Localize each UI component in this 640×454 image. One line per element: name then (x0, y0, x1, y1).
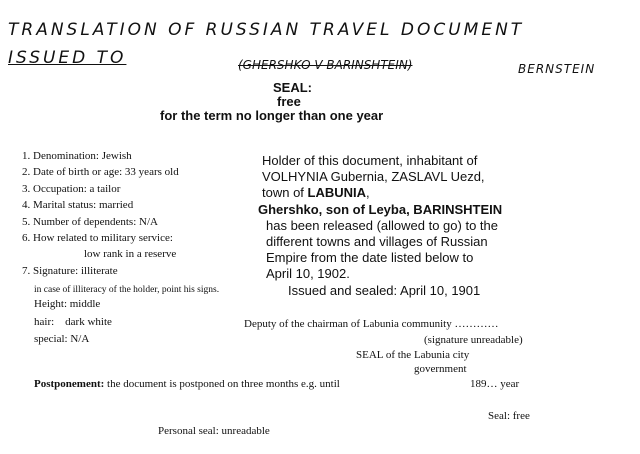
handwritten-issued-to: ISSUED TO (8, 48, 127, 68)
issued-sealed: Issued and sealed: April 10, 1901 (288, 282, 481, 298)
deputy-line: Deputy of the chairman of Labunia community ………… (244, 318, 499, 330)
holder-line-8: April 10, 1902. (266, 266, 350, 282)
field-military-value: low rank in a reserve (84, 248, 177, 261)
field-marital-status: 4. Marital status: married (22, 199, 134, 212)
holder-line-7: Empire from the date listed below to (266, 250, 474, 266)
holder-line-2: VOLHYNIA Gubernia, ZASLAVL Uezd, (262, 169, 485, 185)
handwritten-title: TRANSLATION OF RUSSIAN TRAVEL DOCUMENT (8, 20, 525, 40)
field-denomination: 1. Denomination: Jewish (22, 150, 132, 162)
postponement-text: the document is postponed on three months e.g. until (104, 378, 340, 390)
postponement-line (34, 378, 340, 390)
illiteracy-note: in case of illiteracy of the holder, point his signs. (34, 285, 220, 295)
height-field: Height: middle (34, 298, 101, 310)
holder-paragraph (258, 153, 503, 299)
field-dependents: 5. Number of dependents: N/A (22, 215, 158, 228)
seal-top-value: free (277, 94, 301, 109)
handwritten-name-final: BERNSTEIN (518, 62, 596, 76)
hair-field: hair: dark white (34, 316, 112, 328)
holder-line-5: has been released (allowed to go) to the (266, 217, 498, 233)
term-heading: for the term no longer than one year (160, 108, 384, 123)
holder-town-prefix: town of (262, 185, 308, 201)
seal-free: Seal: free (488, 410, 530, 422)
holder-name: Ghershko, son of Leyba, BARINSHTEIN (258, 201, 503, 217)
holder-line-1: Holder of this document, inhabitant of (262, 153, 478, 168)
seal-city-line-1: SEAL of the Labunia city (356, 349, 470, 361)
holder-line-3 (262, 185, 502, 201)
seal-city-line-2: government (414, 363, 467, 375)
year-blank: 189… year (470, 378, 520, 390)
postponement-label: Postponement: (34, 378, 105, 390)
document-fields (22, 150, 257, 281)
holder-town: LABUNIA (307, 185, 367, 201)
special-field: special: N/A (34, 333, 90, 345)
signature-unreadable: (signature unreadable) (424, 334, 523, 346)
personal-seal: Personal seal: unreadable (158, 425, 270, 437)
holder-town-suffix: , (366, 185, 370, 201)
field-age: 2. Date of birth or age: 33 years old (22, 166, 179, 179)
field-military: 6. How related to military service: (22, 231, 173, 244)
holder-line-6: different towns and villages of Russian (266, 234, 488, 250)
seal-top-label: SEAL: (273, 80, 312, 95)
handwritten-name-struck: (GHERSHKO V BARINSHTEIN) (238, 58, 413, 72)
field-signature: 7. Signature: illiterate (22, 264, 118, 277)
field-occupation: 3. Occupation: a tailor (22, 182, 121, 195)
